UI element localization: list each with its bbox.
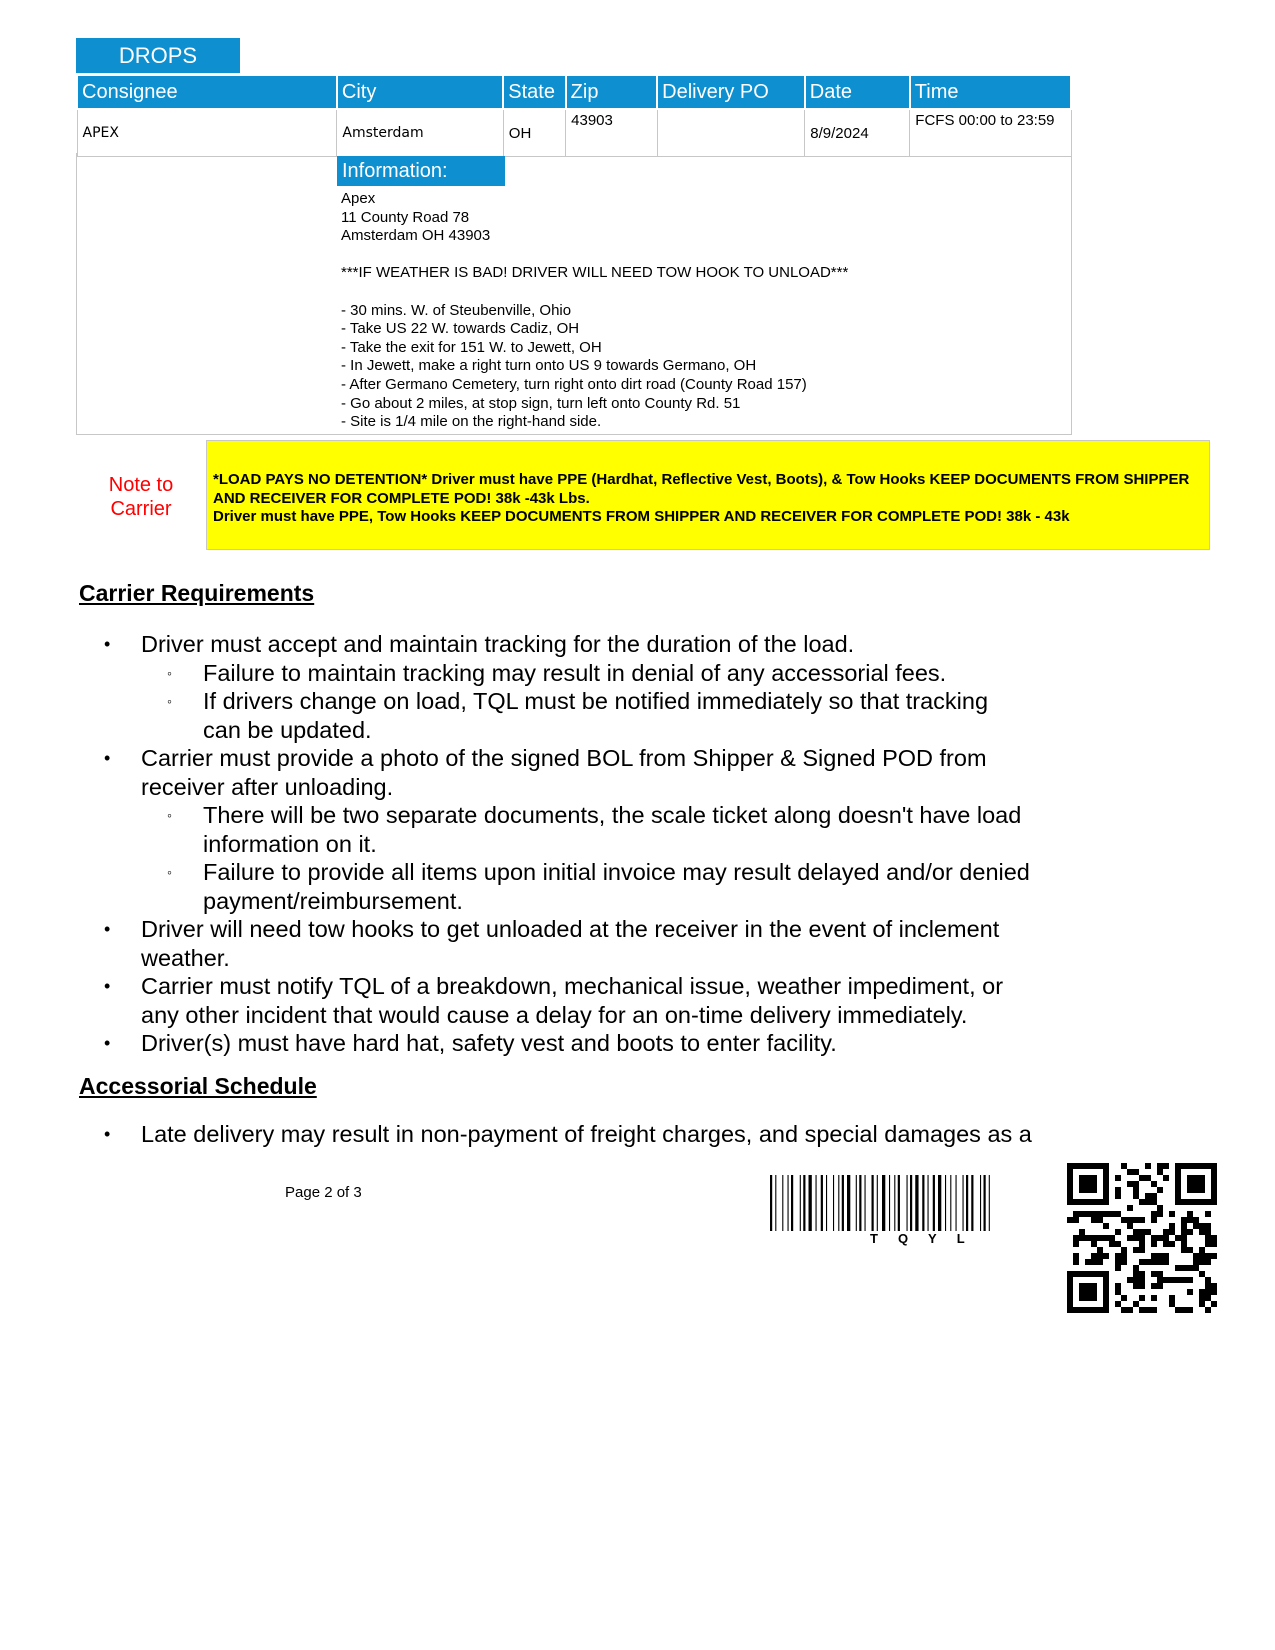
drops-section-title: DROPS [76,38,240,73]
accessorial-schedule-list [79,1120,1099,1149]
list-item: • Driver must accept and maintain tracking for the duration of the load. [104,631,855,657]
header-city: City [337,76,503,109]
information-label: Information: [337,156,505,186]
qr-code-image [1067,1163,1217,1313]
header-consignee: Consignee [77,76,337,109]
header-date: Date [805,76,910,109]
cell-date: 8/9/2024 [805,109,910,157]
barcode-caption: TQYL [870,1231,985,1246]
bullet-icon: • [104,1124,111,1144]
circle-bullet-icon: ◦ [167,693,172,709]
header-delivery-po: Delivery PO [657,76,805,109]
table-header-row [77,76,1071,109]
list-item: ◦ Failure to maintain tracking may result in denial of any accessorial fees. [167,659,947,686]
cell-time: FCFS 00:00 to 23:59 [910,109,1071,157]
list-item: ◦ If drivers change on load, TQL must be notified immediately so that tracking can be updated. [167,688,989,743]
bullet-icon: • [104,976,111,996]
bullet-icon: • [104,748,111,768]
cell-city: Amsterdam [337,109,503,157]
circle-bullet-icon: ◦ [167,807,172,823]
list-item: ◦ Failure to provide all items upon initial invoice may result delayed and/or denied payment/reimbursement. [167,859,1030,914]
bullet-icon: • [104,1033,111,1053]
page-number: Page 2 of 3 [285,1184,362,1201]
cell-zip: 43903 [566,109,657,157]
circle-bullet-icon: ◦ [167,664,172,681]
drops-table [76,76,1072,157]
note-to-carrier-box [206,440,1210,550]
cell-delivery-po [657,109,805,157]
list-item: ◦ There will be two separate documents, the scale ticket along doesn't have load information on it. [167,802,1022,857]
note-line-1: *LOAD PAYS NO DETENTION* Driver must have PPE (Hardhat, Reflective Vest, Boots), & Tow Hooks KEEP DOCUMENTS FROM SHIPPER AND RECEIVER FOR COMPLETE POD! 38k -43k Lbs. [213,471,1190,507]
barcode-image [770,1175,1050,1239]
table-row [77,109,1071,157]
cell-state: OH [503,109,565,157]
information-text: Apex 11 County Road 78 Amsterdam OH 43903 ***IF WEATHER IS BAD! DRIVER WILL NEED TOW HOOK TO UNLOAD*** - 30 mins. W. of Steubenville, Ohio - Take US 22 W. towards Cadiz, OH - Take the exit for 151 W. to Jewett, OH - In Jewett, make a right turn onto US 9 towards Germano, OH - After Germano Cemetery, turn right onto dirt road (County Road 157) - Go about 2 miles, at stop sign, turn left onto County Rd. 51 - Site is 1/4 mile on the right-hand side. [341,190,849,431]
carrier-requirements-list [79,630,1099,1058]
list-item: • Driver will need tow hooks to get unloaded at the receiver in the event of inclement weather. [104,916,1000,971]
list-item: • Driver(s) must have hard hat, safety vest and boots to enter facility. [104,1030,837,1056]
carrier-requirements-heading: Carrier Requirements [79,580,315,606]
header-zip: Zip [566,76,657,109]
header-state: State [503,76,565,109]
list-item: • Carrier must provide a photo of the signed BOL from Shipper & Signed POD from receiver after unloading. [104,745,987,800]
cell-consignee: APEX [77,109,337,157]
header-time: Time [910,76,1071,109]
bullet-icon: • [104,919,111,939]
note-line-2: Driver must have PPE, Tow Hooks KEEP DOCUMENTS FROM SHIPPER AND RECEIVER FOR COMPLETE POD! 38k - 43k [213,508,1070,525]
circle-bullet-icon: ◦ [167,864,172,880]
list-item: • Late delivery may result in non-payment of freight charges, and special damages as a [104,1121,1032,1147]
note-to-carrier-label: Note to Carrier [108,474,174,520]
accessorial-schedule-heading: Accessorial Schedule [79,1073,317,1099]
list-item: • Carrier must notify TQL of a breakdown, mechanical issue, weather impediment, or any other incident that would cause a delay for an on-time delivery immediately. [104,973,1004,1028]
bullet-icon: • [104,634,111,654]
